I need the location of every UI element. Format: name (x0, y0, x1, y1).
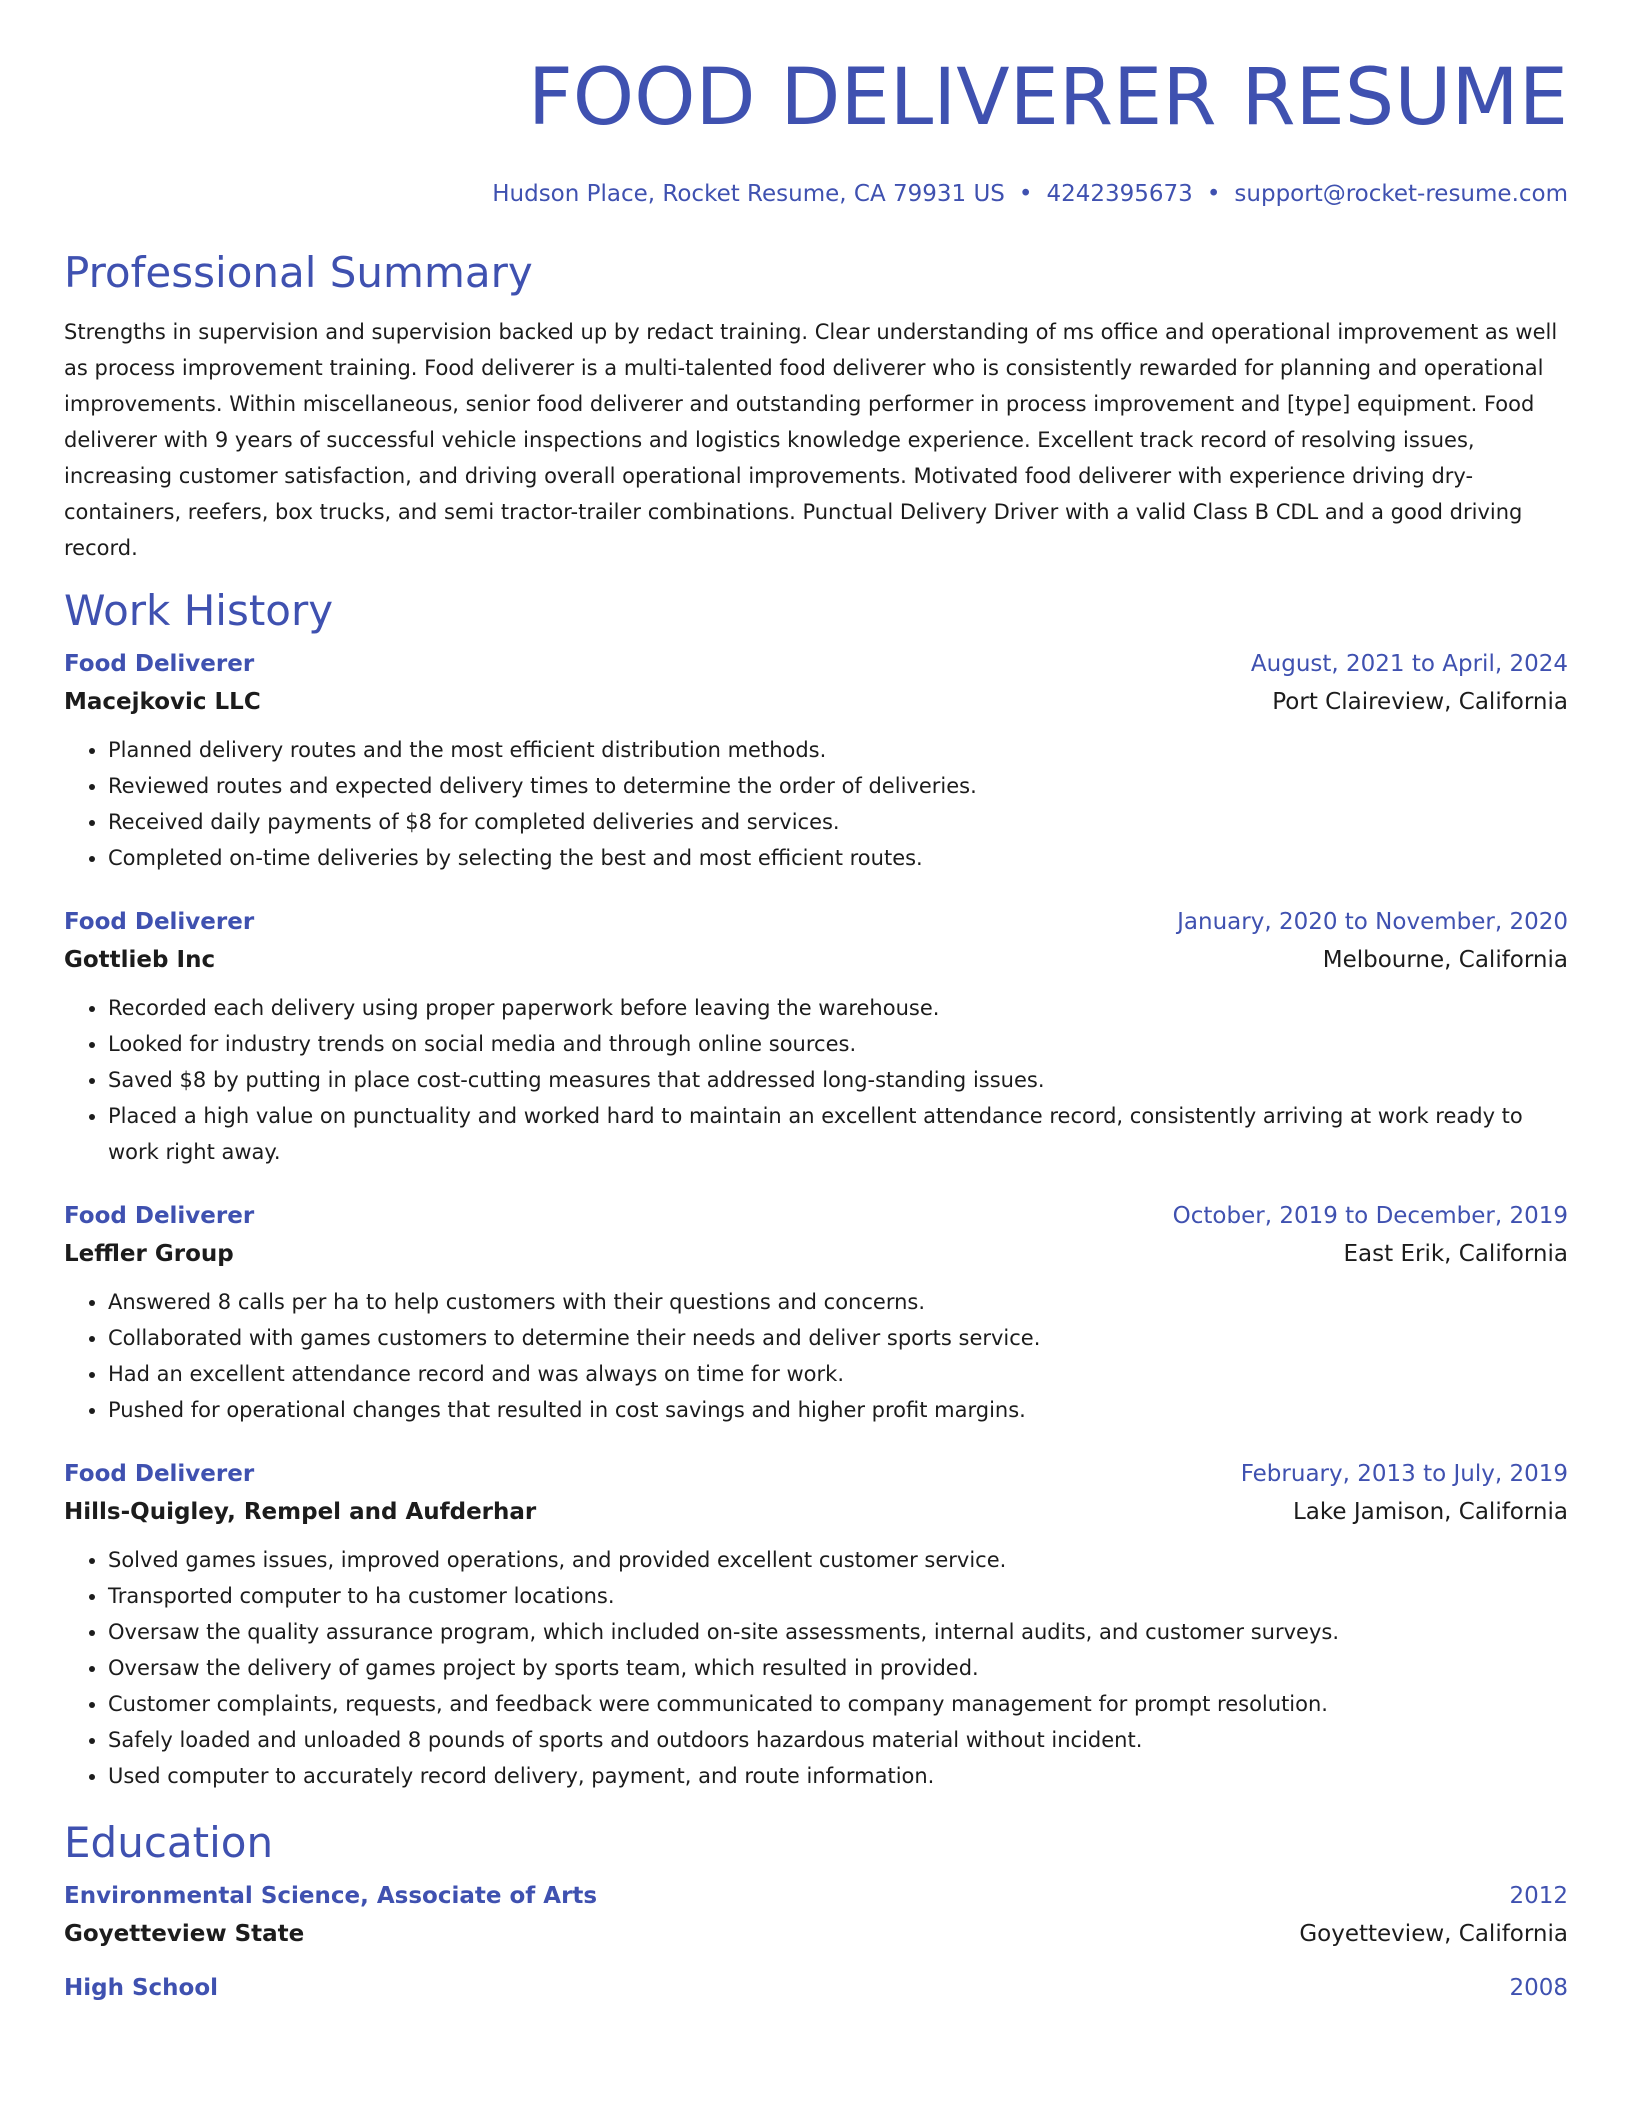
summary-text: Strengths in supervision and supervision backed up by redact training. Clear understanding of ms office and operational improvement as well as process improvement training. Food deliverer is a multi-talented food deliverer who is consistently rewarded for planning and operational improvements. Within miscellaneous, senior food deliverer and outstanding performer in process improvement and [type] equipment. Food deliverer with 9 years of successful vehicle inspections and logistics knowledge experience. Excellent track record of resolving issues, increasing customer satisfaction, and driving overall operational improvements. Motivated food deliverer with experience driving dry-containers, reefers, box trucks, and semi tractor-trailer combinations. Punctual Delivery Driver with a valid Class B CDL and a good driving record. (64, 320, 1558, 560)
job-bullets (64, 1284, 1568, 1428)
education-year: 2008 (1509, 1975, 1568, 2001)
education-year: 2012 (1509, 1883, 1568, 1909)
contact-line (64, 178, 1568, 210)
education-school: Goyetteview State (64, 1921, 305, 1947)
job-dates: February, 2013 to July, 2019 (1240, 1461, 1568, 1487)
job-bullet: • Saved $8 by putting in place cost-cutting measures that addressed long-standing issues. (108, 1062, 1568, 1098)
job-company: Hills-Quigley, Rempel and Aufderhar (64, 1499, 537, 1525)
job-bullet: • Had an excellent attendance record and was always on time for work. (108, 1356, 1568, 1392)
contact-separator: • (1018, 181, 1033, 207)
job-bullet: • Customer complaints, requests, and feedback were communicated to company management for prompt resolution. (108, 1686, 1568, 1722)
job-bullets (64, 990, 1568, 1170)
job-bullet: • Looked for industry trends on social media and through online sources. (108, 1026, 1568, 1062)
job-entry (64, 648, 1568, 876)
job-bullet: • Planned delivery routes and the most efficient distribution methods. (108, 732, 1568, 768)
job-title: Food Deliverer (64, 909, 255, 935)
contact-email[interactable]: support@rocket-resume.com (1234, 181, 1568, 207)
job-bullet: • Received daily payments of $8 for completed deliveries and services. (108, 804, 1568, 840)
job-bullet: • Completed on-time deliveries by selecting the best and most efficient routes. (108, 840, 1568, 876)
job-entry (64, 1200, 1568, 1428)
job-bullet: • Collaborated with games customers to determine their needs and deliver sports service. (108, 1320, 1568, 1356)
job-location: Lake Jamison, California (1292, 1499, 1568, 1525)
job-bullet: • Pushed for operational changes that resulted in cost savings and higher profit margins. (108, 1392, 1568, 1428)
education-heading: Education (64, 1818, 274, 1867)
job-bullet: • Oversaw the delivery of games project by sports team, which resulted in provided. (108, 1650, 1568, 1686)
job-bullet: • Oversaw the quality assurance program, which included on-site assessments, internal audits, and customer surveys. (108, 1614, 1568, 1650)
job-bullet: • Transported computer to ha customer locations. (108, 1578, 1568, 1614)
job-location: Melbourne, California (1322, 947, 1568, 973)
job-bullet: • Reviewed routes and expected delivery times to determine the order of deliveries. (108, 768, 1568, 804)
resume-page (64, 0, 1568, 2004)
job-entry (64, 906, 1568, 1170)
education-location: Goyetteview, California (1299, 1921, 1568, 1947)
summary-heading: Professional Summary (64, 248, 533, 297)
job-bullet: • Solved games issues, improved operations, and provided excellent customer service. (108, 1542, 1568, 1578)
job-dates: January, 2020 to November, 2020 (1177, 909, 1568, 935)
job-location: East Erik, California (1343, 1241, 1568, 1267)
job-dates: August, 2021 to April, 2024 (1250, 651, 1568, 677)
job-bullet: • Placed a high value on punctuality and worked hard to maintain an excellent attendance record, consistently arriving at work ready to work right away. (108, 1098, 1568, 1170)
job-entry (64, 1458, 1568, 1794)
education-entry (64, 1972, 1568, 2004)
job-title: Food Deliverer (64, 1461, 255, 1487)
job-bullet: • Answered 8 calls per ha to help customers with their questions and concerns. (108, 1284, 1568, 1320)
job-bullet: • Recorded each delivery using proper paperwork before leaving the warehouse. (108, 990, 1568, 1026)
education-degree: Environmental Science, Associate of Arts (64, 1883, 598, 1909)
job-bullet: • Safely loaded and unloaded 8 pounds of sports and outdoors hazardous material without incident. (108, 1722, 1568, 1758)
job-bullet: • Used computer to accurately record delivery, payment, and route information. (108, 1758, 1568, 1794)
education-degree: High School (64, 1975, 219, 2001)
education-entry (64, 1880, 1568, 1950)
job-bullets (64, 732, 1568, 876)
job-title: Food Deliverer (64, 1203, 255, 1229)
job-title: Food Deliverer (64, 651, 255, 677)
job-location: Port Claireview, California (1272, 689, 1568, 715)
work-history-heading: Work History (64, 586, 334, 635)
job-company: Gottlieb Inc (64, 947, 216, 973)
job-company: Leffler Group (64, 1241, 234, 1267)
contact-separator: • (1206, 181, 1221, 207)
job-dates: October, 2019 to December, 2019 (1172, 1203, 1568, 1229)
contact-address: Hudson Place, Rocket Resume, CA 79931 US (492, 181, 1005, 207)
job-company: Macejkovic LLC (64, 689, 261, 715)
resume-title: FOOD DELIVERER RESUME (527, 53, 1568, 143)
contact-phone: 4242395673 (1046, 181, 1193, 207)
job-bullets (64, 1542, 1568, 1794)
